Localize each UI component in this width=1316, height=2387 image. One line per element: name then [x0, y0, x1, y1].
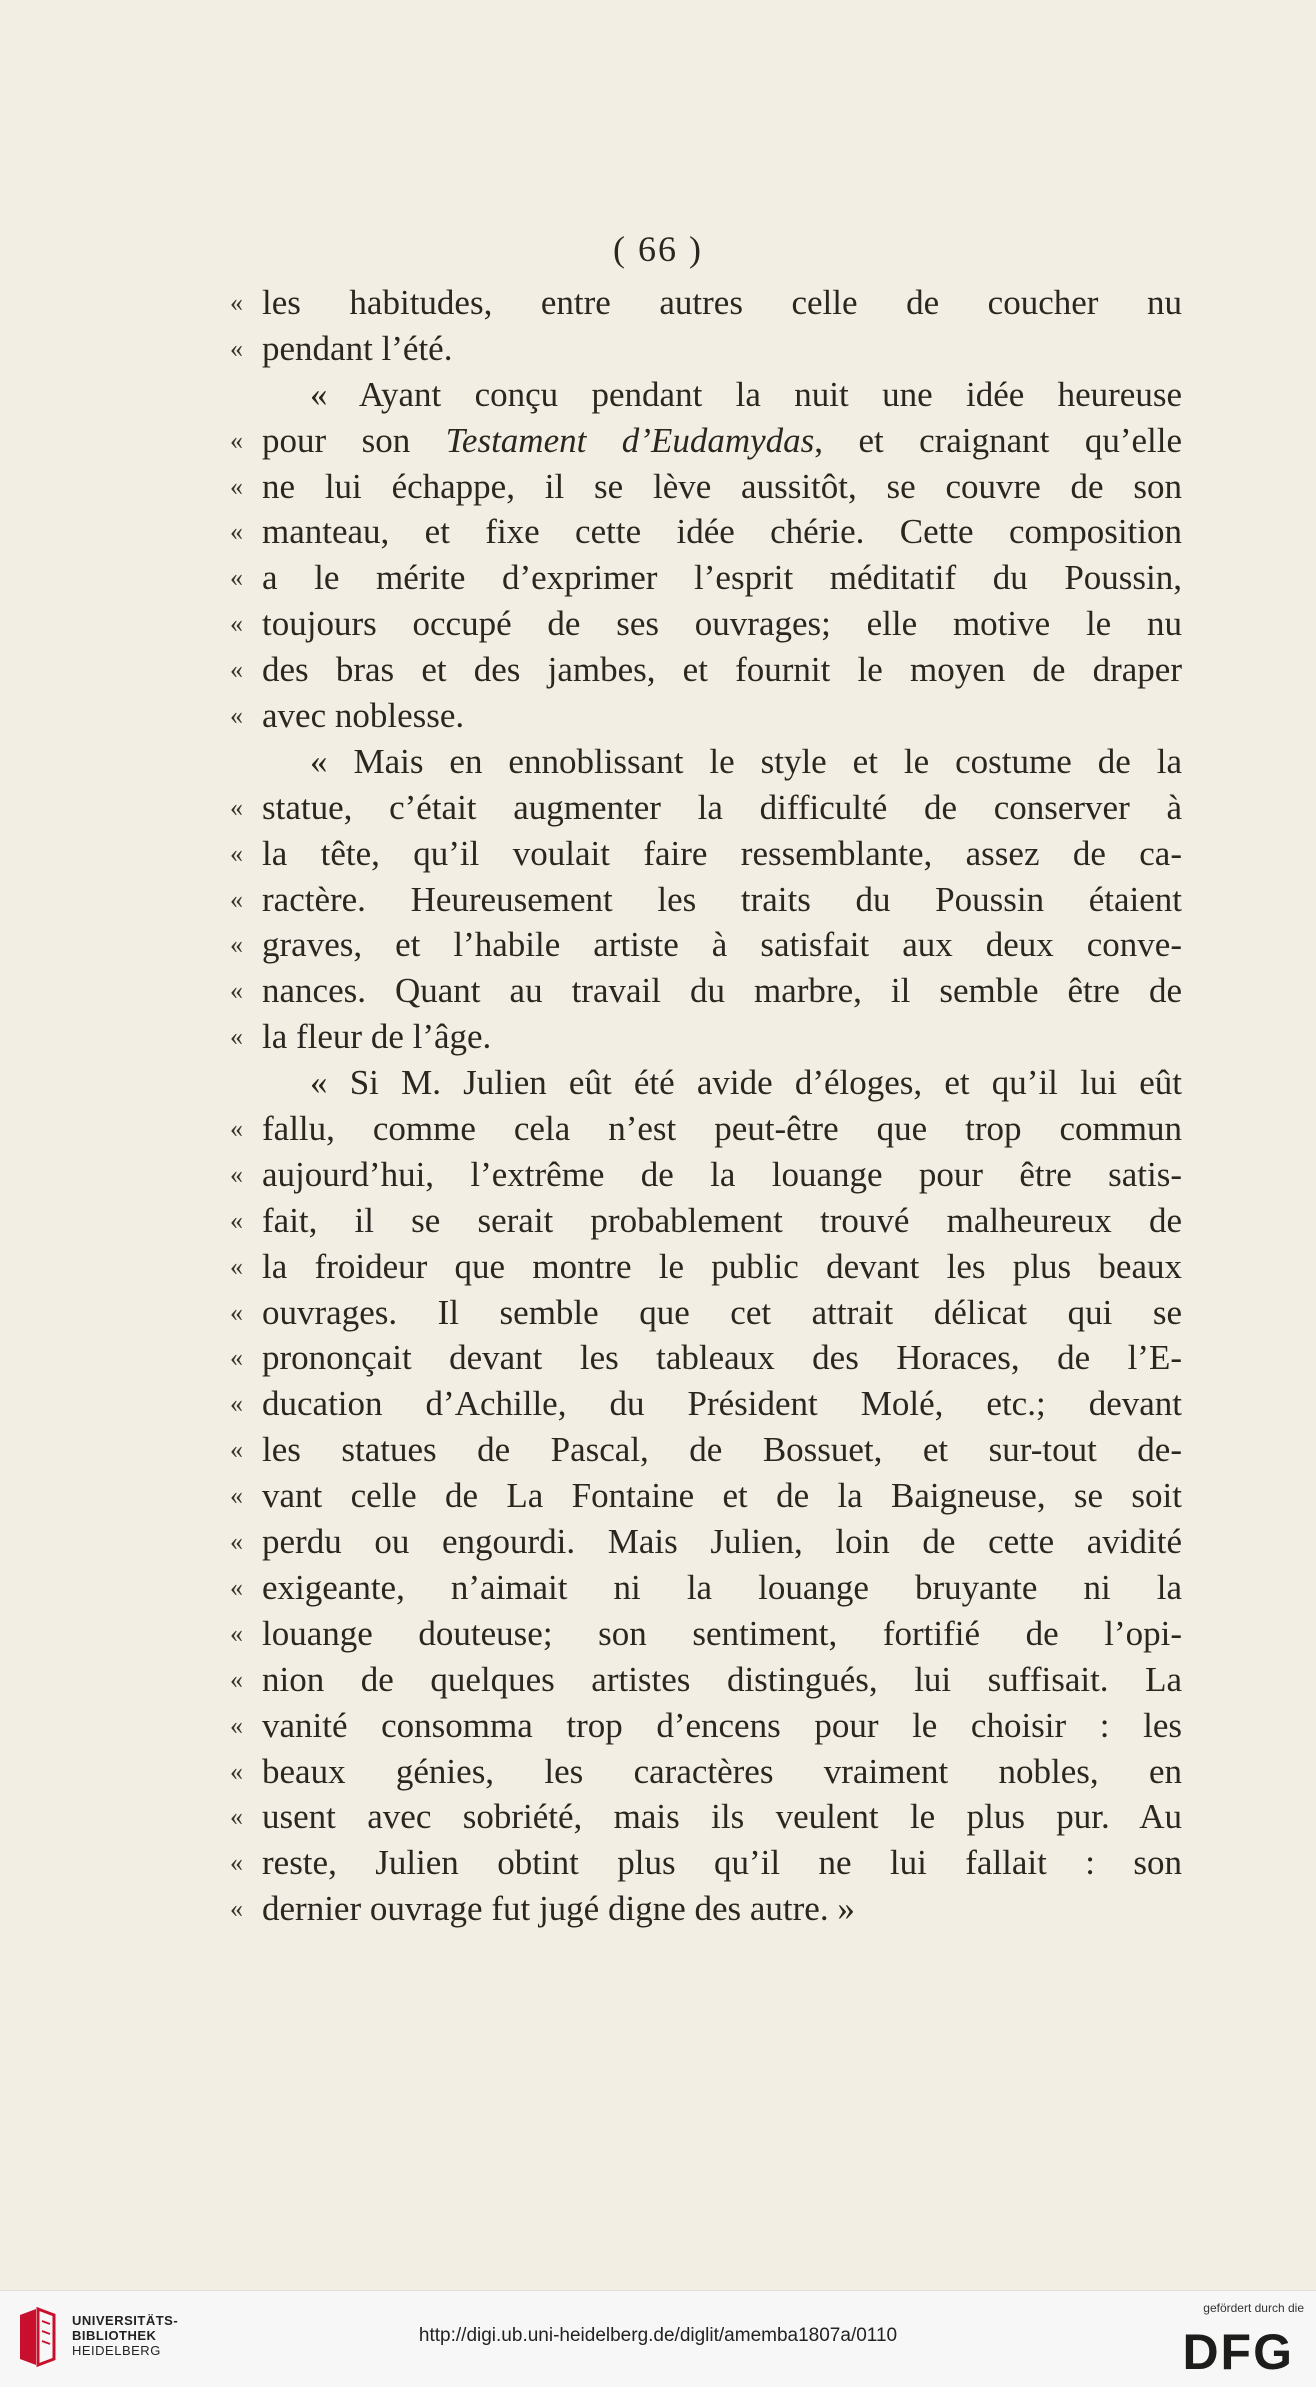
- library-name-line: BIBLIOTHEK: [72, 2328, 157, 2343]
- line-text: fallu, comme cela n’est peut-être que trop commun: [262, 1109, 1182, 1149]
- line-text: reste, Julien obtint plus qu’il ne lui fallait : son: [262, 1843, 1182, 1883]
- quote-mark: «: [230, 1802, 243, 1832]
- text-line: [230, 1611, 1182, 1657]
- text-line: [230, 1244, 1182, 1290]
- quote-mark: «: [230, 1343, 243, 1373]
- text-line: [262, 739, 1182, 785]
- quote-mark: «: [230, 655, 243, 685]
- line-text: ne lui échappe, il se lève aussitôt, se couvre de son: [262, 466, 1182, 506]
- text-line: [230, 326, 1182, 372]
- line-text: avec noblesse.: [262, 696, 465, 736]
- text-line: [230, 1565, 1182, 1611]
- quote-mark: «: [230, 701, 243, 731]
- quote-mark: «: [230, 609, 243, 639]
- text-line: [230, 601, 1182, 647]
- text-line: [230, 1657, 1182, 1703]
- page-number: ( 66 ): [613, 229, 703, 269]
- quote-mark: «: [230, 1435, 243, 1465]
- line-text: ouvrages. Il semble que cet attrait délicat qui se: [262, 1292, 1182, 1332]
- line-text: statue, c’était augmenter la difficulté de conserver à: [262, 787, 1182, 827]
- line-text: la fleur de l’âge.: [262, 1017, 492, 1057]
- line-text: la froideur que montre le public devant les plus beaux: [262, 1246, 1182, 1286]
- line-text: « Ayant conçu pendant la nuit une idée heureuse: [310, 374, 1182, 414]
- quote-mark: «: [230, 288, 243, 317]
- line-text: les habitudes, entre autres celle de coucher nu: [262, 283, 1182, 322]
- text-line: [262, 372, 1182, 418]
- text-line: [230, 1335, 1182, 1381]
- quote-mark: «: [230, 1205, 243, 1235]
- funded-by-label: gefördert durch die: [1203, 2301, 1304, 2315]
- text-line: [230, 1427, 1182, 1473]
- quote-mark: «: [230, 1481, 243, 1511]
- text-line: [230, 1794, 1182, 1840]
- quote-mark: «: [230, 1618, 243, 1648]
- line-text: nances. Quant au travail du marbre, il semble être de: [262, 971, 1182, 1011]
- text-line: [262, 1060, 1182, 1106]
- quote-mark: «: [230, 563, 243, 593]
- quote-mark: «: [230, 1848, 243, 1878]
- line-text: exigeante, n’aimait ni la louange bruyante ni la: [262, 1567, 1182, 1607]
- permalink-url[interactable]: http://digi.ub.uni-heidelberg.de/diglit/amemba1807a/0110: [418, 2325, 898, 2346]
- line-text: les statues de Pascal, de Bossuet, et sur-tout de-: [262, 1430, 1182, 1470]
- quote-mark: «: [230, 1114, 243, 1144]
- quote-mark: «: [230, 930, 243, 960]
- quote-mark: «: [230, 792, 243, 822]
- text-line: [230, 1014, 1182, 1060]
- text-line: [230, 1749, 1182, 1795]
- line-text: aujourd’hui, l’extrême de la louange pour être satis-: [262, 1154, 1182, 1194]
- quote-mark: «: [230, 1159, 243, 1189]
- quote-mark: «: [230, 425, 243, 455]
- text-line: [230, 922, 1182, 968]
- text-line: [230, 509, 1182, 555]
- text-line: [230, 1703, 1182, 1749]
- text-line: [230, 968, 1182, 1014]
- text-line: [230, 877, 1182, 923]
- line-text: graves, et l’habile artiste à satisfait aux deux conve-: [262, 925, 1182, 965]
- line-text: « Mais en ennoblissant le style et le costume de la: [310, 741, 1182, 781]
- line-text: nion de quelques artistes distingués, lui suffisait. La: [262, 1659, 1182, 1699]
- quote-mark: «: [230, 838, 243, 868]
- line-text: perdu ou engourdi. Mais Julien, loin de cette avidité: [262, 1522, 1182, 1562]
- library-name-line: UNIVERSITÄTS-: [72, 2313, 179, 2328]
- body-text: [230, 280, 1182, 1932]
- line-text: fait, il se serait probablement trouvé malheureux de: [262, 1200, 1182, 1240]
- text-line: [230, 555, 1182, 601]
- quote-mark: «: [230, 1572, 243, 1602]
- viewer-footer: [0, 2290, 1316, 2387]
- text-line: [230, 1198, 1182, 1244]
- quote-mark: «: [230, 471, 243, 501]
- line-text: « Si M. Julien eût été avide d’éloges, et qu’il lui eût: [310, 1063, 1182, 1103]
- line-text: manteau, et fixe cette idée chérie. Cette composition: [262, 512, 1182, 552]
- quote-mark: «: [230, 1894, 243, 1924]
- line-text: ducation d’Achille, du Président Molé, etc.; devant: [262, 1384, 1182, 1424]
- quote-mark: «: [230, 1297, 243, 1327]
- text-line: [230, 464, 1182, 510]
- text-line: [230, 280, 1182, 326]
- quote-mark: «: [230, 884, 243, 914]
- text-line: [230, 1473, 1182, 1519]
- text-line: [230, 693, 1182, 739]
- line-text: des bras et des jambes, et fournit le moyen de draper: [262, 650, 1182, 690]
- text-line: [230, 785, 1182, 831]
- quote-mark: «: [230, 1389, 243, 1419]
- text-line: [230, 1886, 1182, 1932]
- line-text: pour son Testament d’Eudamydas, et craignant qu’elle: [262, 420, 1182, 460]
- quote-mark: «: [230, 976, 243, 1006]
- line-text: prononçait devant les tableaux des Horaces, de l’E-: [262, 1338, 1182, 1378]
- text-line: [230, 1152, 1182, 1198]
- quote-mark: «: [230, 1756, 243, 1786]
- line-text: la tête, qu’il voulait faire ressemblante, assez de ca-: [262, 833, 1182, 873]
- italic-title: Testament d’Eudamydas: [445, 420, 815, 460]
- text-line: [230, 1840, 1182, 1886]
- quote-mark: «: [230, 1527, 243, 1557]
- library-city: HEIDELBERG: [72, 2343, 161, 2358]
- quote-mark: «: [230, 1251, 243, 1281]
- text-line: [230, 1381, 1182, 1427]
- line-text: beaux génies, les caractères vraiment nobles, en: [262, 1751, 1182, 1791]
- quote-mark: «: [230, 517, 243, 547]
- line-text: pendant l’été.: [262, 328, 453, 368]
- text-line: [230, 1106, 1182, 1152]
- line-text: toujours occupé de ses ouvrages; elle motive le nu: [262, 604, 1182, 644]
- line-text: vanité consomma trop d’encens pour le choisir : les: [262, 1705, 1182, 1745]
- line-text: dernier ouvrage fut jugé digne des autre. »: [262, 1889, 855, 1929]
- line-text: usent avec sobriété, mais ils veulent le plus pur. Au: [262, 1797, 1182, 1837]
- quote-mark: «: [230, 1022, 243, 1052]
- text-line: [230, 1290, 1182, 1336]
- line-text: a le mérite d’exprimer l’esprit méditatif du Poussin,: [262, 558, 1182, 598]
- text-line: [230, 418, 1182, 464]
- text-line: [230, 1519, 1182, 1565]
- quote-mark: «: [230, 1710, 243, 1740]
- quote-mark: «: [230, 333, 243, 363]
- dfg-logo: DFG: [1182, 2324, 1294, 2380]
- line-text: vant celle de La Fontaine et de la Baigneuse, se soit: [262, 1476, 1182, 1516]
- line-text: louange douteuse; son sentiment, fortifié de l’opi-: [262, 1613, 1182, 1653]
- quote-mark: «: [230, 1664, 243, 1694]
- text-line: [230, 831, 1182, 877]
- text-line: [230, 647, 1182, 693]
- line-text: ractère. Heureusement les traits du Poussin étaient: [262, 879, 1182, 919]
